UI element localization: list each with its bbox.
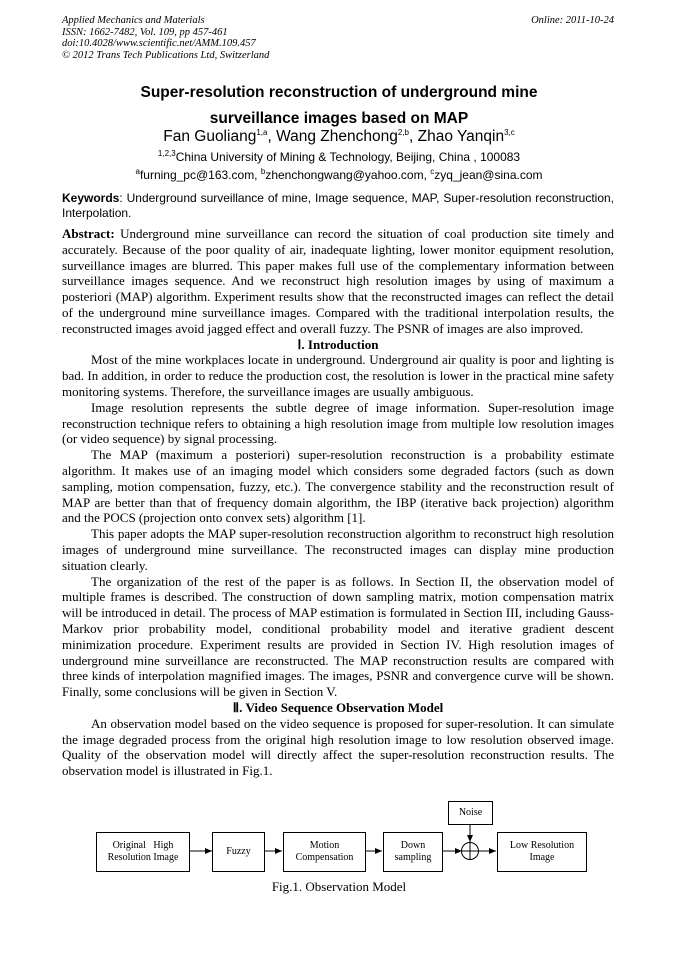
author-name: Fan Guoliang bbox=[163, 128, 257, 145]
paragraph: Most of the mine workplaces locate in underground. Underground air quality is poor and lighting is bad. In addition, in order to reduce the production cost, the resolution is lower in the practical mine safety monitoring systems. Therefore, the surveillance images are usually ambiguous. bbox=[62, 352, 614, 399]
figure-caption: Fig.1. Observation Model bbox=[271, 879, 407, 894]
author-sup: 3,c bbox=[504, 127, 515, 137]
email-line: $^a$furning_pc@163.com, $^b$zhenchongwang@yahoo.com, $^c$zyq_jean@sina.com bbox=[135, 167, 543, 182]
noise-box: Noise bbox=[448, 801, 493, 825]
email-address: zyq_jean@sina.com bbox=[434, 168, 543, 182]
section-heading: Ⅰ. Introduction bbox=[297, 336, 379, 352]
title-line-1: Super-resolution reconstruction of underground mine bbox=[140, 84, 538, 101]
sum-node bbox=[462, 843, 479, 860]
down-sampling-box: Down sampling bbox=[383, 832, 443, 872]
email-address: zhenchongwang@yahoo.com, bbox=[265, 168, 431, 182]
abstract-label: Abstract: bbox=[62, 226, 115, 241]
title-line-2: surveillance images based on MAP bbox=[209, 110, 469, 127]
fuzzy-box: Fuzzy bbox=[212, 832, 265, 872]
abstract bbox=[62, 226, 614, 337]
online-date: Online: 2011-10-24 bbox=[531, 15, 614, 26]
paper-title bbox=[62, 82, 616, 130]
copyright-line: © 2012 Trans Tech Publications Ltd, Switzerland bbox=[62, 49, 270, 61]
affiliation-text: China University of Mining & Technology, Beijing, China , 100083 bbox=[175, 150, 521, 164]
keywords-label: Keywords bbox=[62, 191, 120, 205]
paragraph: The MAP (maximum a posteriori) super-resolution reconstruction is a probability estimate algorithm. It makes use of an imaging model which considers some degraded factors (such as down sampling, motion compensation, fuzzy, etc.). The convergence stability and the reconstruction result of MAP are better than that of frequency domain algorithm, the IBP (iterative back projection) algorithm and the POCS (projection onto convex sets) algorithm [1]. bbox=[62, 447, 614, 526]
paragraph: Image resolution represents the subtle degree of image information. Super-resolution image reconstruction technique refers to obtaining a high resolution image from multiple low resolution images (or video sequence) by signal processing. bbox=[62, 399, 614, 447]
author-name: Wang Zhenchong bbox=[276, 128, 398, 145]
author-list: Fan Guoliang$^{1,a}$, Wang Zhenchong$^{2,b}$, Zhao Yanqin$^{3,c}$ bbox=[163, 127, 515, 145]
email-address: furning_pc@163.com, bbox=[139, 168, 261, 182]
body-text bbox=[62, 226, 614, 779]
keywords-text: : Underground surveillance of mine, Image sequence, MAP, Super-resolution reconstruction, Interpolation. bbox=[62, 191, 614, 220]
keywords bbox=[62, 191, 614, 221]
low-resolution-box: Low Resolution Image bbox=[497, 832, 587, 872]
abstract-text: Underground mine surveillance can record the situation of coal production site timely and accurately. Because of the poor quality of air, inadequate lighting, lower monitor equipment resolution, surveillance images are blurred. This paper makes full use of the complementary information between surveillance images sequence. And we reconstruct high resolution images by using of maximum a posteriori (MAP) algorithm. Experiment results show that the reconstructed images can reflect the detail of the underground mine surveillance images. Compared with the traditional interpolation results, the reconstructed images avoid jagged effect and overall fuzzy. The PSNR of images are also improved. bbox=[62, 226, 614, 336]
affiliation bbox=[62, 150, 616, 164]
original-image-box: Original High Resolution Image bbox=[96, 832, 190, 872]
motion-compensation-box: Motion Compensation bbox=[283, 832, 366, 872]
issn-line: ISSN: 1662-7482, Vol. 109, pp 457-461 bbox=[62, 26, 228, 38]
doi-line: doi:10.4028/www.scientific.net/AMM.109.457 bbox=[62, 38, 256, 49]
author-sup: 2,b bbox=[397, 127, 409, 137]
paragraph: An observation model based on the video sequence is proposed for super-resolution. It can simulate the image degraded process from the original high resolution image to low resolution observed image. Quality of the observation model will directly affect the super-resolution reconstruction results. The observation model is illustrated in Fig.1. bbox=[62, 715, 614, 779]
paragraph: This paper adopts the MAP super-resolution reconstruction algorithm to reconstruct high resolution images of underground mine surveillance. The reconstructed images can display mine production situation clearly. bbox=[62, 526, 614, 573]
journal-name: Applied Mechanics and Materials bbox=[62, 15, 205, 26]
journal-header bbox=[62, 15, 269, 61]
author-name: Zhao Yanqin bbox=[417, 128, 505, 145]
author-sup: 1,a bbox=[256, 127, 268, 137]
paragraph: The organization of the rest of the paper is as follows. In Section II, the observation model of multiple frames is described. The construction of down sampling matrix, motion compensation matrix will be introduced in detail. The process of MAP estimation is formulated in Section III, including Gauss-Markov prior probability model, conditional probability model and iterative gradient descent minimization procedure. Experiment results are provided in Section IV. High resolution images of underground mine surveillance are reconstructed. The MAP reconstruction results are compared with three kinds of interpolation magnified images. The images, PSNR and convergence curve will be shown. Finally, some conclusions will be given in Section V. bbox=[62, 573, 614, 700]
section-heading: Ⅱ. Video Sequence Observation Model bbox=[232, 699, 444, 715]
affiliation-sup: 1,2,3 bbox=[157, 149, 176, 158]
